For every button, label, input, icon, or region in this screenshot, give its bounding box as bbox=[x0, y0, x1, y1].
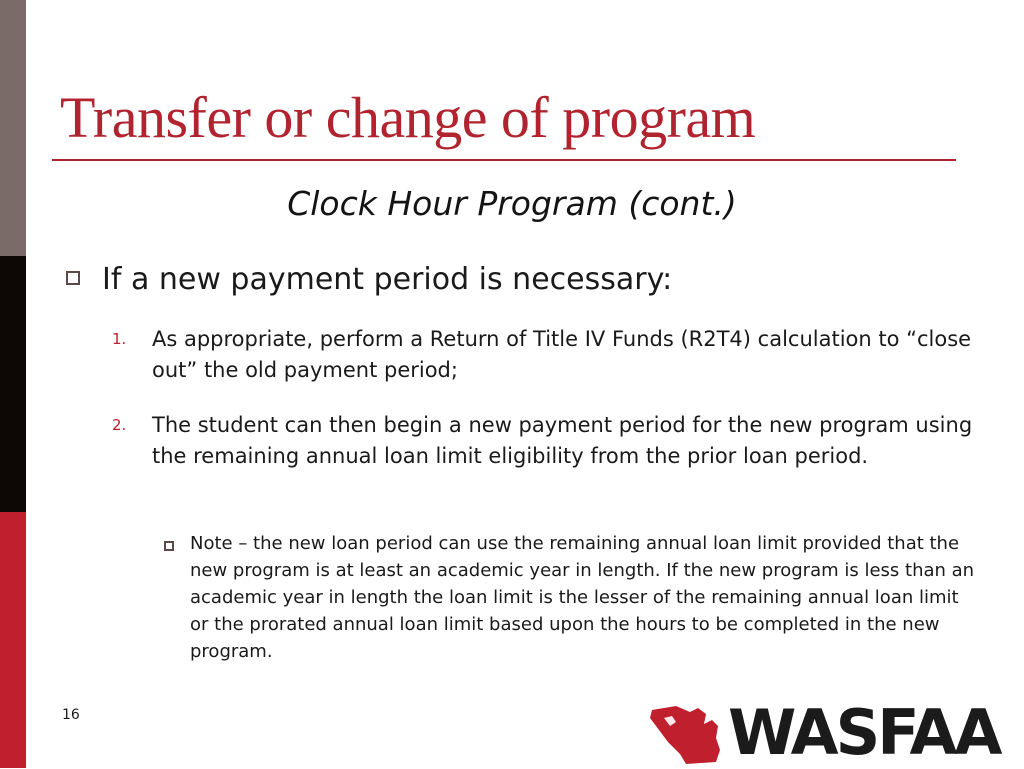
main-bullet-text: If a new payment period is necessary: bbox=[102, 262, 673, 297]
side-band-black bbox=[0, 256, 26, 512]
square-bullet-icon bbox=[66, 271, 80, 285]
slide-subtitle: Clock Hour Program (cont.) bbox=[287, 184, 737, 223]
title-divider bbox=[52, 159, 956, 161]
list-number: 2. bbox=[112, 416, 127, 434]
logo-text: WASFAA bbox=[728, 696, 1000, 769]
square-bullet-icon bbox=[164, 541, 174, 551]
main-bullet bbox=[66, 262, 672, 297]
wasfaa-logo bbox=[646, 696, 1024, 769]
side-band-red bbox=[0, 512, 26, 768]
slide-title: Transfer or change of program bbox=[60, 85, 756, 150]
list-number: 1. bbox=[112, 330, 127, 348]
page-number: 16 bbox=[62, 707, 80, 723]
wisconsin-map-icon bbox=[646, 704, 730, 766]
list-item-text: As appropriate, perform a Return of Title IV Funds (R2T4) calculation to “close out” the old payment period; bbox=[152, 327, 972, 382]
note-text: Note – the new loan period can use the remaining annual loan limit provided that the new program is at least an academic year in length. If the new program is less than an academic year in length the loan limit is the lesser of the remaining annual loan limit or the prorated annual loan limit based upon the hours to be completed in the new program. bbox=[190, 533, 975, 662]
list-item-text: The student can then begin a new payment period for the new program using the remaining annual loan limit eligibility from the prior loan period. bbox=[152, 413, 973, 468]
